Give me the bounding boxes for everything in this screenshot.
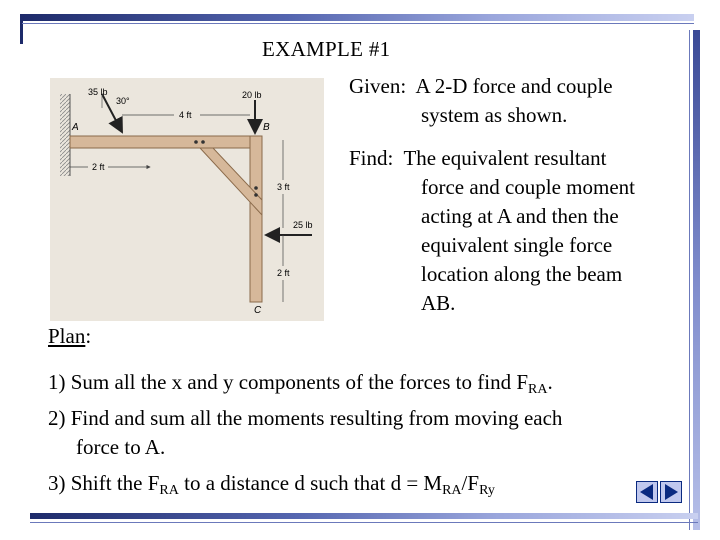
step3-subscript-1: RA — [159, 483, 179, 498]
dim-2ft-left-label: 2 ft — [92, 162, 105, 172]
step1-text: 1) Sum all the x and y components of the forces to find F — [48, 370, 528, 394]
plan-label: Plan — [48, 324, 86, 348]
given-line-2: system as shown. — [421, 103, 568, 127]
plan-colon: : — [85, 324, 92, 348]
frame-bottom-rule — [30, 513, 698, 519]
plan-steps — [48, 368, 688, 505]
step3-prefix: 3) Shift the F — [48, 471, 160, 495]
frame-diagram — [50, 78, 324, 321]
bolt-icon — [201, 140, 205, 144]
frame-right-rule — [693, 30, 700, 530]
triangle-left-icon — [637, 482, 657, 502]
plan-heading — [48, 324, 91, 349]
force-20-label: 20 lb — [242, 90, 262, 100]
step1-subscript: RA — [528, 382, 548, 397]
wall-support — [60, 94, 70, 176]
find-line-1: The equivalent resultant — [403, 146, 607, 170]
frame-right-thin-rule — [689, 30, 690, 530]
step3-slash: /F — [461, 471, 480, 495]
force-35-label: 35 lb — [88, 87, 108, 97]
frame-top-thin-rule — [22, 23, 694, 24]
find-label: Find: — [349, 146, 394, 170]
dim-2ft-right-label: 2 ft — [277, 268, 290, 278]
angle-label: 30° — [116, 96, 130, 106]
point-b-label: B — [263, 122, 270, 133]
force-25-label: 25 lb — [293, 220, 313, 230]
find-line-6: AB. — [421, 291, 456, 315]
plan-step-3 — [48, 469, 688, 498]
frame-diagram-svg — [50, 78, 324, 321]
step1-suffix: . — [547, 370, 553, 394]
given-line-1: A 2-D force and couple — [415, 74, 613, 98]
dim-3ft-label: 3 ft — [277, 182, 290, 192]
frame-bottom-thin-rule — [30, 522, 698, 523]
slide-navigation — [636, 481, 682, 503]
plan-step-1 — [48, 368, 688, 397]
plan-step-2 — [48, 404, 688, 462]
slide-title: EXAMPLE #1 — [262, 37, 391, 61]
step2-line-2: force to A. — [76, 435, 166, 459]
find-block — [349, 144, 635, 318]
step3-middle: to a distance d such that d = M — [178, 471, 443, 495]
triangle-right-icon — [661, 482, 681, 502]
beam-ab — [70, 136, 260, 148]
find-line-3: acting at A and then the — [421, 204, 619, 228]
bolt-icon — [254, 186, 258, 190]
member-bc — [250, 136, 262, 302]
dim-4ft-label: 4 ft — [179, 110, 192, 120]
previous-slide-button[interactable] — [636, 481, 658, 503]
bolt-icon — [254, 193, 258, 197]
step2-line-1: 2) Find and sum all the moments resulting from moving each — [48, 406, 563, 430]
find-line-2: force and couple moment — [421, 175, 635, 199]
given-block — [349, 72, 613, 130]
next-slide-button[interactable] — [660, 481, 682, 503]
step3-subscript-3: Ry — [479, 483, 495, 498]
point-a-label: A — [72, 122, 79, 133]
step3-subscript-2: RA — [442, 483, 462, 498]
find-line-4: equivalent single force — [421, 233, 613, 257]
given-label: Given: — [349, 74, 407, 98]
bolt-icon — [194, 140, 198, 144]
frame-top-rule — [22, 14, 694, 21]
find-line-5: location along the beam — [421, 262, 623, 286]
point-c-label: C — [254, 305, 262, 316]
